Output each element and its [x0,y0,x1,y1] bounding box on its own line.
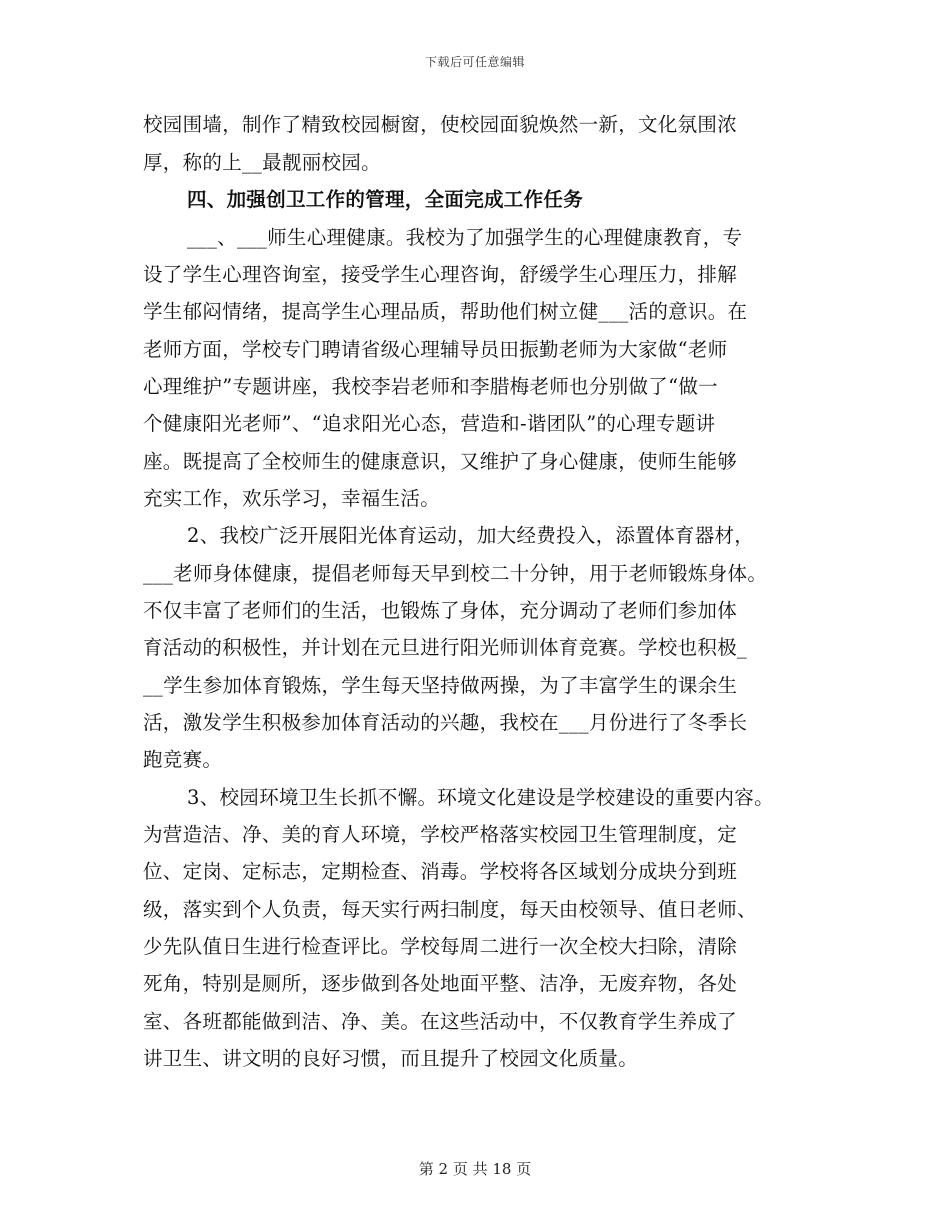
text-line: ___、___师生心理健康。我校为了加强学生的心理健康教育，专 [187,226,743,249]
text-line: 个健康阳光老师”、“追求阳光心态，营造和-谐团队”的心理专题讲 [143,412,716,435]
text-line: 2、我校广泛开展阳光体育运动，加大经费投入，添置体育器材， [187,524,755,547]
text-line: 讲卫生、讲文明的良好习惯，而且提升了校园文化质量。 [143,1047,639,1070]
text-line: 老师方面，学校专门聘请省级心理辅导员田振勤老师为大家做“老师 [143,338,728,361]
text-line: 座。既提高了全校师生的健康意识，又维护了身心健康，使师生能够 [143,450,738,473]
text-line: 厚，称的上__最靓丽校园。 [143,151,381,174]
text-line: 位、定岗、定标志，定期检查、消毒。学校将各区域划分成块分到班 [143,860,738,883]
text-line: __学生参加体育锻炼，学生每天坚持做两操，为了丰富学生的课余生 [143,674,738,697]
text-line: 室、各班都能做到洁、净、美。在这些活动中，不仅教育学生养成了 [143,1010,738,1033]
text-line: 学生郁闷情绪，提高学生心理品质，帮助他们树立健___活的意识。在 [143,300,748,323]
text-line: 育活动的积极性，并计划在元旦进行阳光师训体育竞赛。学校也积极_ [143,636,748,659]
page-number: 第 2 页 共 18 页 [418,1160,532,1178]
text-line: 死角，特别是厕所，逐步做到各处地面平整、洁净，无废弃物，各处 [143,972,738,995]
text-line: 跑竞赛。 [143,748,223,771]
text-line: ___老师身体健康，提倡老师每天早到校二十分钟，用于老师锻炼身体。 [143,562,768,585]
text-line: 为营造洁、净、美的育人环境，学校严格落实校园卫生管理制度，定 [143,823,738,846]
text-line: 少先队值日生进行检查评比。学校每周二进行一次全校大扫除，清除 [143,935,738,958]
text-line: 设了学生心理咨询室，接受学生心理咨询，舒缓学生心理压力，排解 [143,263,738,286]
text-line: 3、校园环境卫生长抓不懈。环境文化建设是学校建设的重要内容。 [187,786,774,809]
text-line: 级，落实到个人负责，每天实行两扫制度，每天由校领导、值日老师、 [143,898,757,921]
text-line: 不仅丰富了老师们的生活，也锻炼了身体，充分调动了老师们参加体 [143,599,738,622]
text-line: 活，激发学生积极参加体育活动的兴趣，我校在___月份进行了冬季长 [143,711,748,734]
section-heading: 四、加强创卫工作的管理，全面完成工作任务 [187,188,584,211]
text-line: 充实工作，欢乐学习，幸福生活。 [143,487,441,510]
header-note: 下载后可任意编辑 [424,55,525,69]
text-line: 校园围墙，制作了精致校园橱窗，使校园面貌焕然一新，文化氛围浓 [143,113,738,136]
text-line: 心理维护”专题讲座，我校李岩老师和李腊梅老师也分别做了“做一 [143,375,718,398]
